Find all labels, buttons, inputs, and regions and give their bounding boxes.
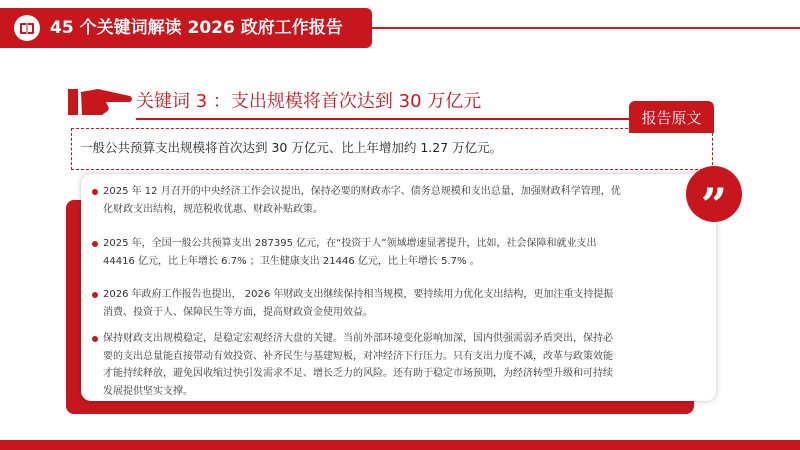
report-original-tag: 报告原文 (629, 101, 714, 133)
bullet-item (92, 183, 621, 218)
bullet-dot-icon (92, 241, 98, 247)
summary-box (71, 128, 713, 170)
bullet-line: 2025 年，全国一般公共预算支出 287395 亿元，在“投资于人”领域增速显著提升，比如，社会保障和就业支出 (103, 238, 597, 249)
bullet-line: 消费、投资于人、保障民生等方面，提高财政资金使用效益。 (103, 306, 373, 318)
bullet-line: 保持财政支出规模稳定，是稳定宏观经济大盘的关键。当前外部环境变化影响加深，国内供强需弱矛盾突出，保持必 (103, 333, 613, 344)
bullet-dot-icon (92, 336, 98, 342)
book-icon (14, 15, 40, 41)
quote-icon: ” (686, 166, 742, 222)
bullet-item (92, 235, 597, 270)
bullet-line: 2026 年政府工作报告也提出， 2026 年财政支出继续保持相当规模，要持续用力优化支出结构，更加注重支持提振 (103, 289, 614, 300)
bullet-line: 要的支出总量能直接带动有效投资、补齐民生与基建短板，对冲经济下行压力。只有支出力度不减，改革与政策效能 (103, 350, 613, 362)
keyword-title: 关键词 3 ：支出规模将首次达到 30 万亿元 (136, 91, 482, 112)
bullet-line: 化财政支出结构，规范税收优惠、财政补贴政策。 (103, 203, 323, 215)
page-title: 45 个关键词解读 2026 政府工作报告 (50, 18, 343, 38)
bullet-dot-icon (92, 292, 98, 298)
footer-bar (0, 440, 800, 450)
title-underline (136, 118, 632, 120)
bullet-item (92, 286, 613, 321)
summary-text: 一般公共预算支出规模将首次达到 30 万亿元、比上年增加约 1.27 万亿元。 (80, 140, 503, 155)
bullet-line: 发展提供坚实支撑。 (103, 385, 193, 397)
pointing-hand-icon (68, 86, 134, 122)
bullet-dot-icon (92, 189, 98, 195)
header-bar (0, 8, 372, 48)
bullet-line: 44416 亿元，比上年增长 6.7% ；卫生健康支出 21446 亿元，比上年增长 5.7% 。 (103, 255, 480, 267)
bullet-line: 2025 年 12 月召开的中央经济工作会议提出，保持必要的财政赤字、债务总规模和支出总量，加强财政科学管理，优 (103, 186, 621, 197)
bullet-line: 才能持续释放，避免因收缩过快引发需求不足、增长乏力的风险。还有助于稳定市场预期，为经济转型升级和可持续 (103, 368, 613, 379)
bullet-item (92, 330, 613, 400)
